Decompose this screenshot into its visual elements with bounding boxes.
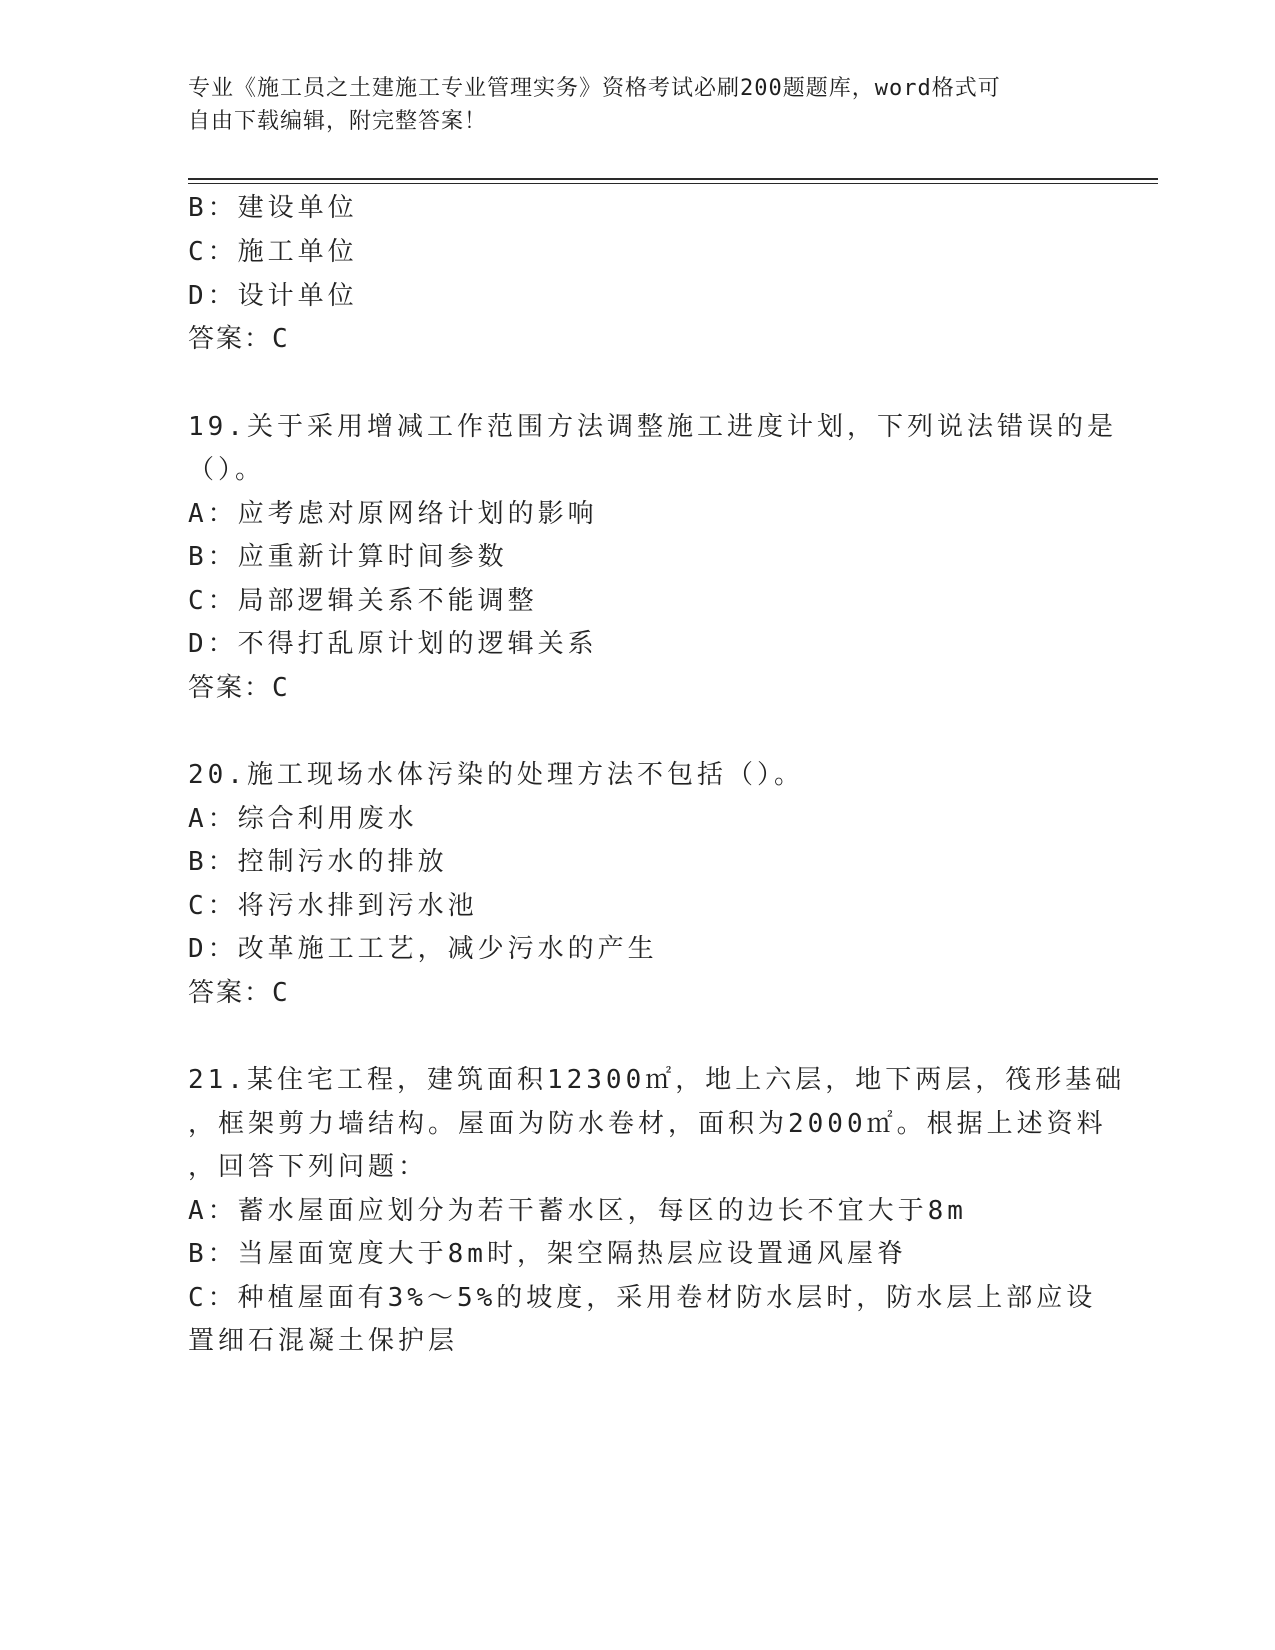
q21-stem-line-1: 21.某住宅工程，建筑面积12300㎡，地上六层，地下两层，筏形基础	[188, 1065, 1126, 1095]
q19-option-b: B：应重新计算时间参数	[188, 542, 508, 572]
q19-stem-line-1: 19.关于采用增减工作范围方法调整施工进度计划，下列说法错误的是	[188, 412, 1117, 442]
q20-stem-line-1: 20.施工现场水体污染的处理方法不包括（）。	[188, 760, 804, 790]
q18-option-d: D：设计单位	[188, 281, 358, 311]
q19-stem-line-2: （）。	[188, 455, 266, 485]
header-divider-thin	[188, 183, 1158, 184]
q20-option-d: D：改革施工工艺，减少污水的产生	[188, 934, 658, 964]
document-header	[188, 72, 1088, 138]
q21-stem-line-3: ，回答下列问题：	[188, 1152, 429, 1182]
q21-option-c-line-1: C：种植屋面有3%～5%的坡度，采用卷材防水层时，防水层上部应设	[188, 1283, 1097, 1313]
q19-option-c: C：局部逻辑关系不能调整	[188, 586, 538, 616]
q20-option-c: C：将污水排到污水池	[188, 891, 478, 921]
q18-answer: 答案：C	[188, 324, 290, 354]
q21-option-b: B：当屋面宽度大于8m时，架空隔热层应设置通风屋脊	[188, 1239, 907, 1269]
header-line-1: 专业《施工员之土建施工专业管理实务》资格考试必刷200题题库，word格式可	[188, 76, 1001, 101]
q21-option-a: A：蓄水屋面应划分为若干蓄水区，每区的边长不宜大于8m	[188, 1196, 967, 1226]
q20-answer: 答案：C	[188, 978, 290, 1008]
q21-option-c-line-2: 置细石混凝土保护层	[188, 1326, 459, 1356]
header-line-2: 自由下载编辑，附完整答案！	[188, 109, 488, 134]
q18-option-c: C：施工单位	[188, 237, 358, 267]
q20-option-b: B：控制污水的排放	[188, 847, 448, 877]
q19-option-a: A：应考虑对原网络计划的影响	[188, 499, 598, 529]
q18-option-b: B：建设单位	[188, 193, 358, 223]
q19-option-d: D：不得打乱原计划的逻辑关系	[188, 629, 598, 659]
q19-answer: 答案：C	[188, 673, 290, 703]
q20-option-a: A：综合利用废水	[188, 804, 418, 834]
q21-stem-line-2: ，框架剪力墙结构。屋面为防水卷材，面积为2000㎡。根据上述资料	[188, 1109, 1107, 1139]
header-divider-thick	[188, 178, 1158, 180]
